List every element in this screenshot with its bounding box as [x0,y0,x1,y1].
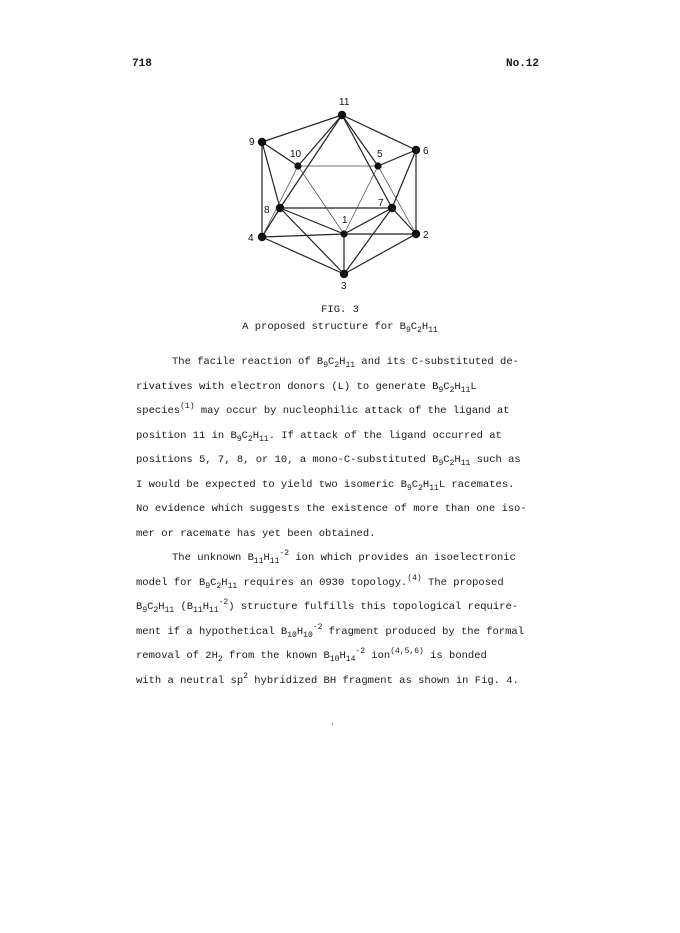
text-line: positions 5, 7, 8, or 10, a mono-C-substituted $B_9C_2H_{11}$ such as [136,454,521,468]
stray-mark: ' [330,722,336,732]
text-line: model for $B_9C_2H_{11}$ requires an 0930 topology.$^{(4)}$ The proposed [136,573,504,591]
diagram-vertices [258,111,420,278]
text-line: removal of $2H_2$ from the known $B_{10}H_{14}^{-2}$ ion$^{(4,5,6)}$ is bonded [136,647,487,664]
text-line: with a neutral $sp^2$ hybridized BH fragment as shown in Fig. 4. [136,671,519,687]
page-number: 718 [132,58,152,70]
paragraph-1 [136,350,556,546]
vertex-label-8: 8 [264,205,270,216]
text-line: $B_9C_2H_{11}$ $(B_{11}H_{11}^{-2})$ structure fulfills this topological require- [136,598,519,615]
vertex-label-11: 11 [339,97,350,108]
icosahedral-structure-diagram [240,92,440,292]
text-line: The facile reaction of $B_9C_2H_{11}$ and its C-substituted de- [172,356,519,370]
figure-caption: A proposed structure for $B_9C_2H_{11}$ [242,321,438,335]
vertex-label-2: 2 [423,230,429,241]
diagram-edges [262,115,416,274]
vertex-label-10: 10 [290,149,302,160]
diagram-back-edges [262,166,416,237]
vertex-label-1: 1 [342,215,348,226]
text-line: position 11 in $B_9C_2H_{11}$. If attack of the ligand occurred at [136,429,502,444]
vertex-label-9: 9 [249,137,255,148]
text-line: ment if a hypothetical $B_{10}H_{10}^{-2}$ fragment produced by the formal [136,622,525,640]
text-line: mer or racemate has yet been obtained. [136,527,376,540]
vertex-label-6: 6 [423,146,429,157]
vertex-label-7: 7 [378,198,384,209]
vertex-label-5: 5 [377,149,383,160]
text-line: No evidence which suggests the existence of more than one iso- [136,503,527,515]
vertex-label-3: 3 [341,281,347,292]
text-line: rivatives with electron donors (L) to generate $B_9C_2H_{11}L$ [136,380,477,395]
paragraph-2 [136,546,556,693]
issue-number: No.12 [506,58,540,70]
vertex-label-4: 4 [248,233,254,244]
diagram-labels [248,97,429,292]
text-line: I would be expected to yield two isomeric $B_9C_2H_{11}L$ racemates. [136,478,515,493]
figure-label: FIG. 3 [321,304,359,316]
text-line: species$^{(1)}$ may occur by nucleophilic attack of the ligand at [136,402,510,417]
text-line: The unknown $B_{11}H_{11}^{-2}$ ion which provides an isoelectronic [172,549,516,566]
